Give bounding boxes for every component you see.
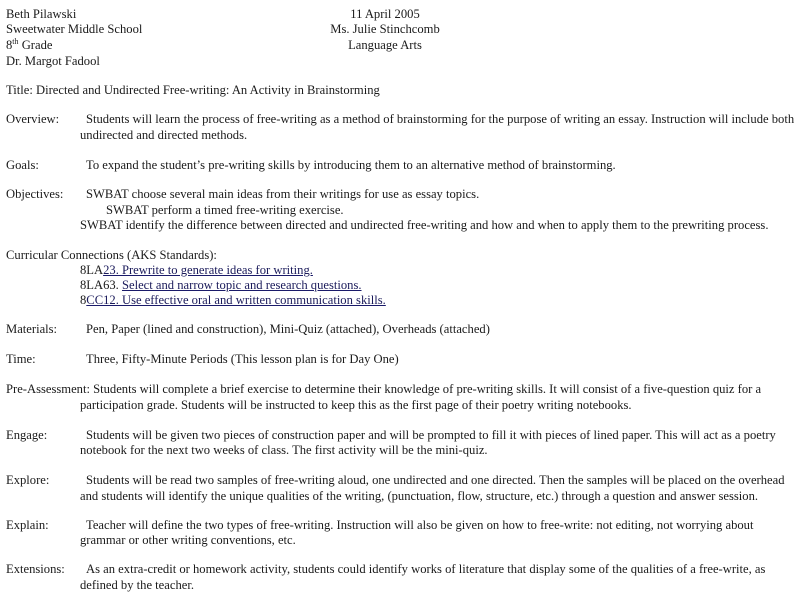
- explain-label: Explain:: [6, 518, 49, 532]
- objective-1: SWBAT choose several main ideas from their writings for use as essay topics.: [86, 187, 480, 201]
- materials-label: Materials:: [6, 322, 58, 336]
- goals-label: Goals:: [6, 158, 39, 172]
- materials-text: Pen, Paper (lined and construction), Mini-Quiz (attached), Overheads (attached): [86, 322, 490, 336]
- date: 11 April 2005: [350, 7, 420, 21]
- preassessment-text-1: Pre-Assessment: Students will complete a brief exercise to determine their knowledge of pre-writing skills. It will consist of a five-question quiz for a: [6, 382, 762, 396]
- extensions-text-2: defined by the teacher.: [80, 578, 194, 592]
- standard-item: [80, 293, 386, 308]
- grade-word: Grade: [21, 38, 53, 52]
- time-label: Time:: [6, 352, 36, 366]
- goals-text: To expand the student’s pre-writing skills by introducing them to an alternative method of brainstorming.: [86, 158, 616, 172]
- engage-text-1: Students will be given two pieces of construction paper and will be prompted to fill it with pieces of lined paper. This will act as a poetry: [86, 428, 776, 442]
- grade-level: [6, 38, 52, 53]
- engage-text-2: notebook for the next two weeks of class. The first activity will be the mini-quiz.: [80, 443, 488, 457]
- lesson-title: Title: Directed and Undirected Free-writing: An Activity in Brainstorming: [6, 83, 380, 97]
- objective-3: SWBAT identify the difference between directed and undirected free-writing and how and when to apply them to the prewriting process.: [80, 218, 769, 232]
- standard-item: [80, 278, 362, 293]
- preassessment-text-2: participation grade. Students will be instructed to keep this as the first page of their poetry writing notebooks.: [80, 398, 632, 412]
- objectives-label: Objectives:: [6, 187, 64, 201]
- overview-text-2: undirected and directed methods.: [80, 128, 248, 142]
- standard-code: 8: [80, 293, 87, 307]
- grade-number: 8: [6, 38, 13, 52]
- explore-label: Explore:: [6, 473, 50, 487]
- grade-suffix: th: [12, 36, 19, 46]
- objective-2: SWBAT perform a timed free-writing exercise.: [106, 203, 344, 217]
- subject-name: Language Arts: [348, 38, 422, 52]
- standard-link[interactable]: CC12. Use effective oral and written communication skills.: [86, 293, 386, 307]
- standard-link[interactable]: Select and narrow topic and research questions.: [121, 278, 362, 292]
- explain-text-2: grammar or other writing conventions, etc.: [80, 533, 296, 547]
- author-name: Beth Pilawski: [6, 7, 77, 21]
- standard-link[interactable]: 23. Prewrite to generate ideas for writing.: [103, 263, 313, 277]
- time-text: Three, Fifty-Minute Periods (This lesson plan is for Day One): [86, 352, 399, 366]
- engage-label: Engage:: [6, 428, 48, 442]
- overview-label: Overview:: [6, 112, 60, 126]
- standard-code: 8LA: [80, 263, 104, 277]
- curricular-heading: Curricular Connections (AKS Standards):: [6, 248, 217, 262]
- explain-text-1: Teacher will define the two types of free-writing. Instruction will also be given on how to free-write: not editing, not worrying about: [86, 518, 754, 532]
- standard-code: 8LA63.: [80, 278, 122, 292]
- explore-text-2: and students will identify the unique qualities of the writing, (punctuation, flow, structure, etc.) through a question and answer session.: [80, 489, 759, 503]
- advisor-name: Dr. Margot Fadool: [6, 54, 100, 68]
- overview-text-1: Students will learn the process of free-writing as a method of brainstorming for the purpose of writing an essay. Instruction will include both: [86, 112, 795, 126]
- school-name: Sweetwater Middle School: [6, 22, 143, 36]
- standard-item: [80, 263, 313, 278]
- explore-text-1: Students will be read two samples of free-writing aloud, one undirected and one directed. Then the samples will be placed on the overhead: [86, 473, 785, 487]
- extensions-label: Extensions:: [6, 562, 65, 576]
- extensions-text-1: As an extra-credit or homework activity, students could identify works of literature that display some of the qualities of a free-write, as: [86, 562, 766, 576]
- teacher-name: Ms. Julie Stinchcomb: [330, 22, 440, 36]
